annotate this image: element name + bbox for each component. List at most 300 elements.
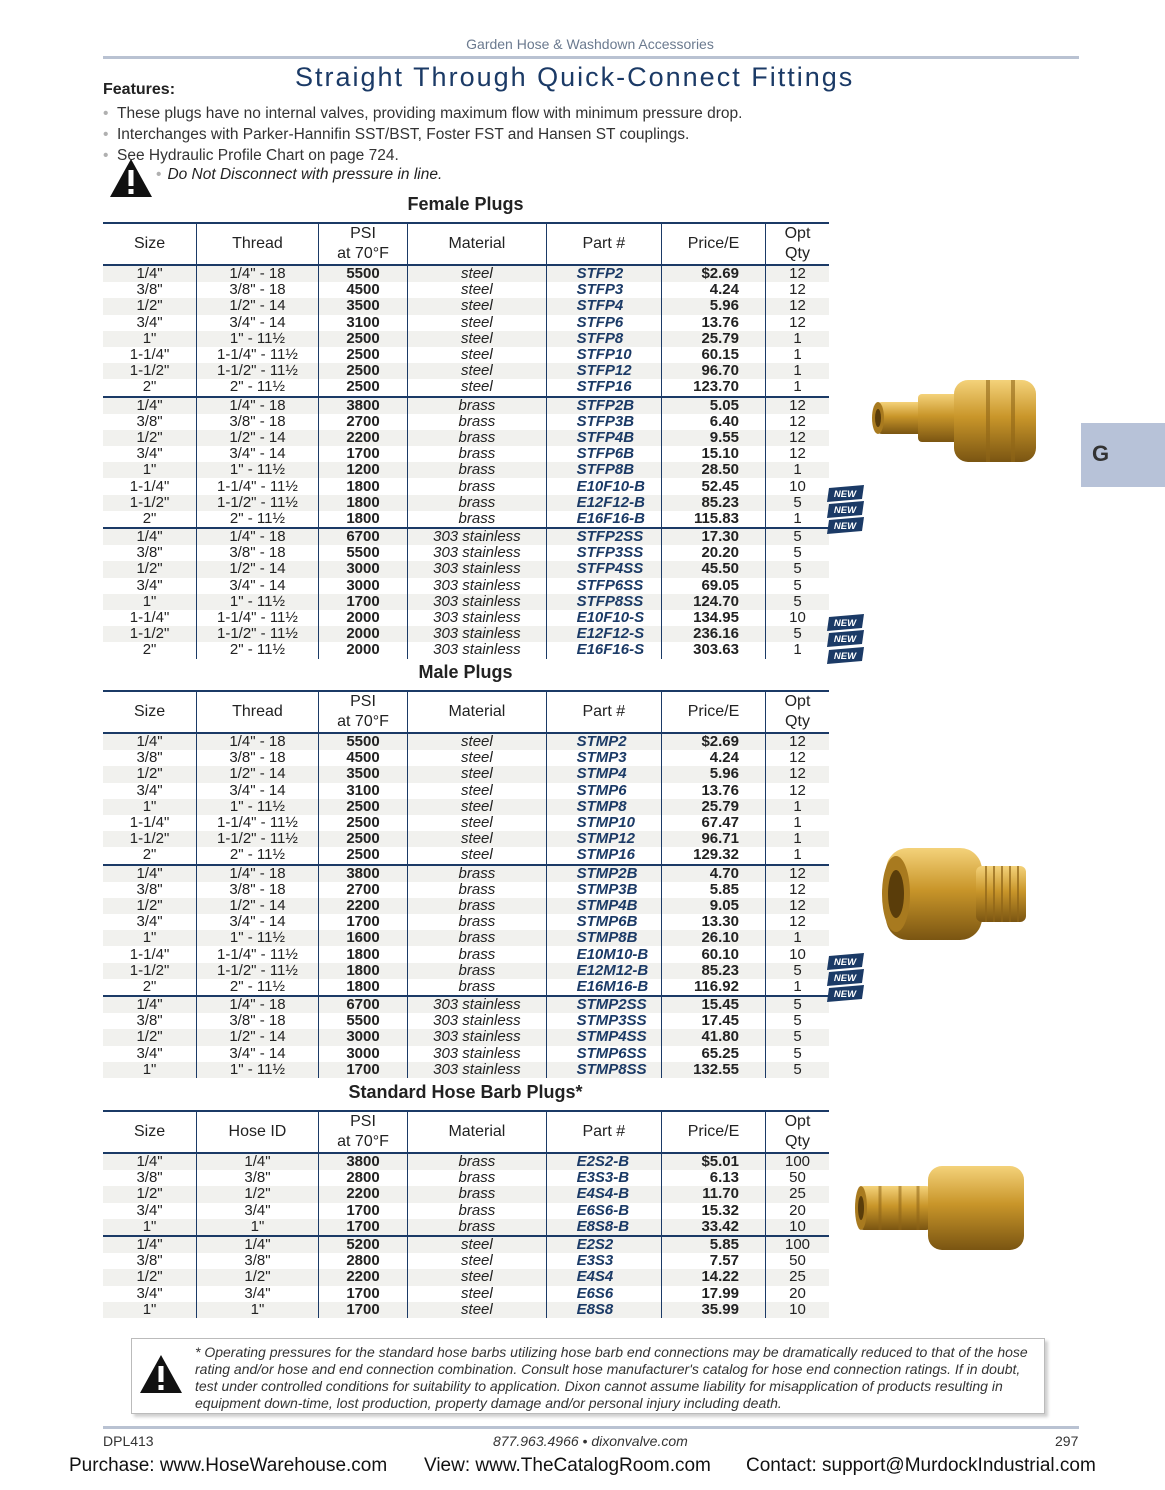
material-cell: brass	[408, 946, 546, 962]
psi-cell: 5500	[318, 545, 407, 561]
thread-cell: 3/8"	[197, 1253, 319, 1269]
material-cell: steel	[408, 1269, 546, 1285]
size-cell: 1"	[103, 1302, 197, 1318]
footer-contact[interactable]: 877.963.4966 • dixonvalve.com	[493, 1433, 688, 1449]
price-cell: 41.80	[662, 1029, 766, 1045]
header-divider	[103, 56, 1079, 59]
opt-qty-cell: 1	[766, 511, 830, 528]
psi-cell: 3500	[318, 766, 407, 782]
opt-qty-cell: 1	[766, 815, 830, 831]
thread-cell: 1/4" - 18	[197, 265, 319, 282]
psi-cell: 1800	[318, 963, 407, 979]
material-cell: brass	[408, 1153, 546, 1170]
size-cell: 3/4"	[136, 313, 163, 331]
table-row	[103, 298, 829, 314]
material-cell: steel	[408, 298, 546, 314]
opt-qty-cell: 50	[766, 1170, 830, 1186]
material-cell: steel	[408, 831, 546, 847]
col-opt-qty-header: Opt Qty	[766, 1111, 830, 1153]
material-cell: brass	[408, 1203, 546, 1219]
price-cell: 116.92	[662, 979, 766, 996]
size-cell: 1-1/2"	[103, 363, 197, 379]
psi-cell: 2000	[318, 610, 407, 626]
part-number-link[interactable]: E12M12-B	[546, 963, 661, 979]
price-cell: 25.79	[662, 799, 766, 815]
part-number-link[interactable]: STFP6	[546, 315, 661, 331]
price-cell: 85.23	[662, 963, 766, 979]
part-number-link[interactable]: STMP6SS	[546, 1046, 661, 1062]
size-cell: 1/4"	[103, 528, 197, 545]
part-number-link[interactable]: STMP2	[546, 733, 661, 750]
male-plugs-title: Male Plugs	[418, 662, 513, 682]
male-plugs-table	[103, 690, 829, 1078]
table-row	[103, 1302, 829, 1318]
col-material-header: Material	[408, 691, 546, 733]
opt-qty-cell: 12	[766, 733, 830, 750]
size-cell: 2"	[142, 378, 157, 396]
opt-qty-cell: 1	[766, 831, 830, 847]
size-cell: 1/2"	[103, 766, 197, 782]
price-cell: 52.45	[662, 478, 766, 494]
part-number-link[interactable]: E10M10-B	[546, 946, 661, 962]
psi-cell: 6700	[318, 996, 407, 1013]
price-cell: $2.69	[662, 733, 766, 750]
new-badge-text: NEW	[833, 521, 857, 532]
psi-cell: 1800	[318, 946, 407, 962]
opt-qty-cell: 5	[766, 1062, 830, 1078]
material-cell: steel	[408, 1302, 546, 1318]
size-cell: 1/2"	[103, 1029, 197, 1045]
part-number-link[interactable]: STMP8SS	[546, 1062, 661, 1078]
part-number-link[interactable]: STFP16	[546, 379, 661, 396]
col-thread-header: Thread	[197, 691, 319, 733]
table-row	[103, 963, 829, 979]
opt-qty-cell: 10	[766, 1219, 830, 1236]
opt-qty-cell: 1	[766, 642, 830, 658]
size-cell: 1-1/2"	[103, 495, 197, 511]
psi-cell: 3800	[318, 397, 407, 414]
table-row	[103, 495, 829, 511]
material-cell: brass	[408, 414, 546, 430]
psi-cell: 2800	[318, 1253, 407, 1269]
catalog-section-header: Garden Hose & Washdown Accessories	[466, 36, 714, 52]
opt-qty-cell: 12	[766, 265, 830, 282]
new-badge-text: NEW	[833, 989, 857, 1000]
size-cell: 2"	[142, 641, 157, 659]
part-number-link[interactable]: STMP4	[546, 766, 661, 782]
table-row	[103, 528, 829, 545]
thread-cell: 1" - 11½	[197, 462, 319, 478]
material-cell: 303 stainless	[408, 1029, 546, 1045]
size-cell: 2"	[142, 846, 157, 864]
price-cell: 85.23	[662, 495, 766, 511]
opt-qty-cell: 12	[766, 315, 830, 331]
table-row	[103, 865, 829, 882]
col-opt-qty-header: Opt Qty	[766, 223, 830, 265]
material-cell: brass	[408, 979, 546, 996]
table-row	[103, 379, 829, 396]
opt-qty-cell: 5	[766, 561, 830, 577]
col-hose-id-header: Hose ID	[197, 1111, 319, 1153]
part-number-link[interactable]: E16F16-S	[546, 642, 661, 658]
psi-cell: 3000	[318, 578, 407, 594]
material-cell: brass	[408, 930, 546, 946]
thread-cell: 1-1/2" - 11½	[197, 963, 319, 979]
view-link[interactable]: View: www.TheCatalogRoom.com	[424, 1455, 711, 1476]
table-row	[103, 1170, 829, 1186]
size-cell: 1/4"	[103, 397, 197, 414]
price-cell: 96.70	[662, 363, 766, 379]
opt-qty-cell: 1	[766, 847, 830, 864]
part-number-link[interactable]: STFP2B	[546, 397, 661, 414]
size-cell: 3/8"	[136, 880, 163, 898]
thread-cell: 1" - 11½	[197, 331, 319, 347]
part-number-link[interactable]: STMP3B	[546, 882, 661, 898]
part-number-link[interactable]: E2S2-B	[546, 1153, 661, 1170]
part-number-link[interactable]: E3S3	[546, 1253, 661, 1269]
table-row	[103, 1269, 829, 1285]
part-number-link[interactable]: E12F12-B	[546, 495, 661, 511]
part-number-link[interactable]: E10F10-B	[546, 478, 661, 494]
purchase-link[interactable]: Purchase: www.HoseWarehouse.com	[69, 1455, 388, 1476]
table-row	[103, 979, 829, 996]
thread-cell: 1-1/2" - 11½	[197, 363, 319, 379]
price-cell: 4.24	[662, 282, 766, 298]
part-number-link[interactable]: STMP12	[546, 831, 661, 847]
part-number-link[interactable]: STFP4	[546, 298, 661, 314]
thread-cell: 1/2" - 14	[197, 561, 319, 577]
price-cell: 69.05	[662, 578, 766, 594]
psi-cell: 2500	[318, 831, 407, 847]
page-title: Straight Through Quick-Connect Fittings	[295, 62, 855, 92]
thread-cell: 1/4" - 18	[197, 865, 319, 882]
opt-qty-cell: 50	[766, 1253, 830, 1269]
part-number-link[interactable]: STMP8	[546, 799, 661, 815]
thread-cell: 1-1/2" - 11½	[197, 831, 319, 847]
table-row	[103, 347, 829, 363]
part-number-link[interactable]: STMP10	[546, 815, 661, 831]
contact-link[interactable]: Contact: support@MurdockIndustrial.com	[746, 1455, 1096, 1476]
opt-qty-cell: 12	[766, 414, 830, 430]
opt-qty-cell: 1	[766, 799, 830, 815]
warning-triangle-icon	[138, 1353, 184, 1395]
psi-cell: 4500	[318, 750, 407, 766]
col-part-header: Part #	[546, 223, 661, 265]
price-cell: 7.57	[662, 1253, 766, 1269]
price-cell: 17.30	[662, 528, 766, 545]
opt-qty-cell: 10	[766, 610, 830, 626]
feature-bullet: • These plugs have no internal valves, providing maximum flow with minimum pressure drop.	[103, 105, 743, 122]
material-cell: steel	[408, 315, 546, 331]
size-cell: 3/4"	[136, 445, 163, 463]
size-cell: 3/8"	[136, 1169, 163, 1187]
part-number-link[interactable]: E3S3-B	[546, 1170, 661, 1186]
price-cell: 4.24	[662, 750, 766, 766]
psi-cell: 1800	[318, 495, 407, 511]
material-cell: steel	[408, 1236, 546, 1253]
size-cell: 1/4"	[103, 1153, 197, 1170]
size-cell: 3/4"	[136, 1044, 163, 1062]
part-number-link[interactable]: STMP3	[546, 750, 661, 766]
price-cell: 5.96	[662, 298, 766, 314]
part-number-link[interactable]: E16M16-B	[546, 979, 661, 996]
col-size-header: Size	[103, 691, 197, 733]
size-cell: 1/4"	[103, 996, 197, 1013]
table-row	[103, 914, 829, 930]
thread-cell: 1-1/2" - 11½	[197, 495, 319, 511]
material-cell: steel	[408, 815, 546, 831]
opt-qty-cell: 10	[766, 478, 830, 494]
table-row	[103, 1236, 829, 1253]
table-row	[103, 898, 829, 914]
thread-cell: 1/2" - 14	[197, 430, 319, 446]
section-tab-g[interactable]: G	[1081, 423, 1165, 487]
part-number-link[interactable]: STMP6	[546, 783, 661, 799]
opt-qty-cell: 1	[766, 347, 830, 363]
opt-qty-cell: 5	[766, 545, 830, 561]
price-cell: 13.76	[662, 783, 766, 799]
price-cell: 9.55	[662, 430, 766, 446]
liability-note-text: * Operating pressures for the standard hose barbs utilizing hose barb end connections may be dramatically reduced to that of the hose rating and/or hose and end connection combination. Consult hose manufacturer's catalog for hose end connection ratings. If in doubt, test under controlled conditions for suitability to application. Dixon cannot assume liability for misapplication of products resulting in equipment down-time, lost production, property damage and/or personal injury including death.	[195, 1344, 1028, 1411]
opt-qty-cell: 5	[766, 1046, 830, 1062]
feature-bullet: • See Hydraulic Profile Chart on page 724.	[103, 147, 399, 164]
opt-qty-cell: 10	[766, 946, 830, 962]
table-row	[103, 1029, 829, 1045]
opt-qty-cell: 12	[766, 430, 830, 446]
thread-cell: 1"	[197, 1302, 319, 1318]
psi-cell: 3000	[318, 561, 407, 577]
price-cell: 6.40	[662, 414, 766, 430]
opt-qty-cell: 5	[766, 1013, 830, 1029]
part-number-link[interactable]: STFP4SS	[546, 561, 661, 577]
opt-qty-cell: 5	[766, 996, 830, 1013]
psi-cell: 1800	[318, 979, 407, 996]
part-number-link[interactable]: STMP3SS	[546, 1013, 661, 1029]
thread-cell: 1-1/4" - 11½	[197, 347, 319, 363]
material-cell: steel	[408, 282, 546, 298]
material-cell: 303 stainless	[408, 545, 546, 561]
features-list	[103, 104, 742, 167]
table-row	[103, 610, 829, 626]
price-cell: 5.85	[662, 882, 766, 898]
material-cell: 303 stainless	[408, 1062, 546, 1078]
col-material-header: Material	[408, 1111, 546, 1153]
table-row	[103, 1013, 829, 1029]
hose-barb-plug-image	[852, 1160, 1028, 1256]
size-cell: 3/8"	[136, 749, 163, 767]
part-number-link[interactable]: STFP6SS	[546, 578, 661, 594]
new-badge-text: NEW	[833, 956, 857, 968]
table-row	[103, 1253, 829, 1269]
part-number-link[interactable]: E2S2	[546, 1236, 661, 1253]
thread-cell: 3/4" - 14	[197, 1046, 319, 1062]
table-row	[103, 578, 829, 594]
thread-cell: 2" - 11½	[197, 379, 319, 396]
price-cell: 236.16	[662, 626, 766, 642]
psi-cell: 1200	[318, 462, 407, 478]
opt-qty-cell: 5	[766, 594, 830, 610]
price-cell: 33.42	[662, 1219, 766, 1236]
table-row	[103, 282, 829, 298]
material-cell: brass	[408, 511, 546, 528]
opt-qty-cell: 5	[766, 1029, 830, 1045]
material-cell: brass	[408, 865, 546, 882]
table-row	[103, 511, 829, 528]
thread-cell: 1" - 11½	[197, 1062, 319, 1078]
opt-qty-cell: 5	[766, 963, 830, 979]
psi-cell: 5500	[318, 1013, 407, 1029]
part-number-link[interactable]: STMP4B	[546, 898, 661, 914]
thread-cell: 1/2" - 14	[197, 298, 319, 314]
material-cell: 303 stainless	[408, 1013, 546, 1029]
part-number-link[interactable]: STFP4B	[546, 430, 661, 446]
material-cell: brass	[408, 914, 546, 930]
part-number-link[interactable]: STFP2	[546, 265, 661, 282]
price-cell: 123.70	[662, 379, 766, 396]
size-cell: 3/8"	[136, 544, 163, 562]
thread-cell: 1/2" - 14	[197, 766, 319, 782]
part-number-link[interactable]: STMP2B	[546, 865, 661, 882]
part-number-link[interactable]: STFP8SS	[546, 594, 661, 610]
psi-cell: 5500	[318, 265, 407, 282]
thread-cell: 3/8"	[197, 1170, 319, 1186]
part-number-link[interactable]: STFP6B	[546, 446, 661, 462]
psi-cell: 3800	[318, 1153, 407, 1170]
material-cell: steel	[408, 331, 546, 347]
thread-cell: 3/8" - 18	[197, 1013, 319, 1029]
table-row	[103, 930, 829, 946]
thread-cell: 1/4"	[197, 1153, 319, 1170]
new-badge-text: NEW	[833, 650, 857, 662]
price-cell: 14.22	[662, 1269, 766, 1285]
material-cell: 303 stainless	[408, 610, 546, 626]
table-row	[103, 545, 829, 561]
size-cell: 3/8"	[136, 281, 163, 299]
new-badge-text: NEW	[833, 618, 857, 630]
part-number-link[interactable]: STFP12	[546, 363, 661, 379]
female-plugs-title: Female Plugs	[407, 194, 524, 214]
material-cell: brass	[408, 1170, 546, 1186]
part-number-link[interactable]: E6S6	[546, 1286, 661, 1302]
part-number-link[interactable]: E12F12-S	[546, 626, 661, 642]
part-number-link[interactable]: E4S4-B	[546, 1186, 661, 1202]
size-cell: 1-1/4"	[129, 609, 170, 627]
part-number-link[interactable]: E16F16-B	[546, 511, 661, 528]
psi-cell: 1800	[318, 511, 407, 528]
part-number-link[interactable]: STFP8B	[546, 462, 661, 478]
psi-cell: 5500	[318, 733, 407, 750]
part-number-link[interactable]: E4S4	[546, 1269, 661, 1285]
size-cell: 1"	[103, 799, 197, 815]
feature-bullet: • Interchanges with Parker-Hannifin SST/BST, Foster FST and Hansen ST couplings.	[103, 126, 690, 143]
size-cell: 1/4"	[103, 265, 197, 282]
warning-triangle-icon	[108, 157, 154, 199]
part-number-link[interactable]: STFP2SS	[546, 528, 661, 545]
psi-cell: 2500	[318, 347, 407, 363]
material-cell: steel	[408, 1286, 546, 1302]
thread-cell: 3/4"	[197, 1286, 319, 1302]
psi-cell: 1700	[318, 1219, 407, 1236]
new-badge-text: NEW	[833, 504, 857, 516]
part-number-link[interactable]: E10F10-S	[546, 610, 661, 626]
material-cell: 303 stainless	[408, 996, 546, 1013]
part-number-link[interactable]: STFP3SS	[546, 545, 661, 561]
psi-cell: 1700	[318, 1302, 407, 1318]
part-number-link[interactable]: STMP16	[546, 847, 661, 864]
psi-cell: 1700	[318, 1286, 407, 1302]
col-opt-qty-header: Opt Qty	[766, 691, 830, 733]
opt-qty-cell: 5	[766, 578, 830, 594]
psi-cell: 1700	[318, 1203, 407, 1219]
part-number-link[interactable]: STMP2SS	[546, 996, 661, 1013]
disconnect-warning: • Do Not Disconnect with pressure in line.	[156, 166, 443, 183]
price-cell: 60.10	[662, 946, 766, 962]
size-cell: 2"	[142, 977, 157, 995]
opt-qty-cell: 1	[766, 379, 830, 396]
price-cell: 124.70	[662, 594, 766, 610]
psi-cell: 3500	[318, 298, 407, 314]
price-cell: 65.25	[662, 1046, 766, 1062]
material-cell: 303 stainless	[408, 1046, 546, 1062]
psi-cell: 2200	[318, 1269, 407, 1285]
material-cell: brass	[408, 898, 546, 914]
price-cell: 45.50	[662, 561, 766, 577]
thread-cell: 1-1/2" - 11½	[197, 626, 319, 642]
thread-cell: 3/4" - 14	[197, 315, 319, 331]
material-cell: 303 stainless	[408, 626, 546, 642]
size-cell: 1-1/4"	[129, 814, 170, 832]
table-row	[103, 626, 829, 642]
psi-cell: 2200	[318, 1186, 407, 1202]
col-material-header: Material	[408, 223, 546, 265]
thread-cell: 1/4"	[197, 1236, 319, 1253]
part-number-link[interactable]: STFP10	[546, 347, 661, 363]
part-number-link[interactable]: STMP4SS	[546, 1029, 661, 1045]
opt-qty-cell: 25	[766, 1269, 830, 1285]
part-number-link[interactable]: STFP3	[546, 282, 661, 298]
price-cell: 9.05	[662, 898, 766, 914]
table-row	[103, 815, 829, 831]
opt-qty-cell: 5	[766, 495, 830, 511]
part-number-link[interactable]: E8S8	[546, 1302, 661, 1318]
part-number-link[interactable]: STFP8	[546, 331, 661, 347]
table-row	[103, 831, 829, 847]
new-badge-icon	[826, 517, 866, 534]
part-number-link[interactable]: STFP3B	[546, 414, 661, 430]
material-cell: steel	[408, 265, 546, 282]
size-cell: 3/4"	[136, 1201, 163, 1219]
table-row	[103, 733, 829, 750]
table-row	[103, 478, 829, 494]
female-plugs-table	[103, 222, 829, 659]
part-number-link[interactable]: STMP6B	[546, 914, 661, 930]
table-row	[103, 331, 829, 347]
thread-cell: 1" - 11½	[197, 930, 319, 946]
opt-qty-cell: 5	[766, 528, 830, 545]
table-row	[103, 397, 829, 414]
part-number-link[interactable]: E8S8-B	[546, 1219, 661, 1236]
material-cell: 303 stainless	[408, 642, 546, 658]
part-number-link[interactable]: STMP8B	[546, 930, 661, 946]
part-number-link[interactable]: E6S6-B	[546, 1203, 661, 1219]
new-badge-text: NEW	[833, 972, 857, 984]
opt-qty-cell: 1	[766, 462, 830, 478]
thread-cell: 3/8" - 18	[197, 882, 319, 898]
material-cell: brass	[408, 1186, 546, 1202]
col-size-header: Size	[103, 1111, 197, 1153]
size-cell: 1"	[103, 1219, 197, 1236]
male-plug-image	[872, 838, 1032, 950]
